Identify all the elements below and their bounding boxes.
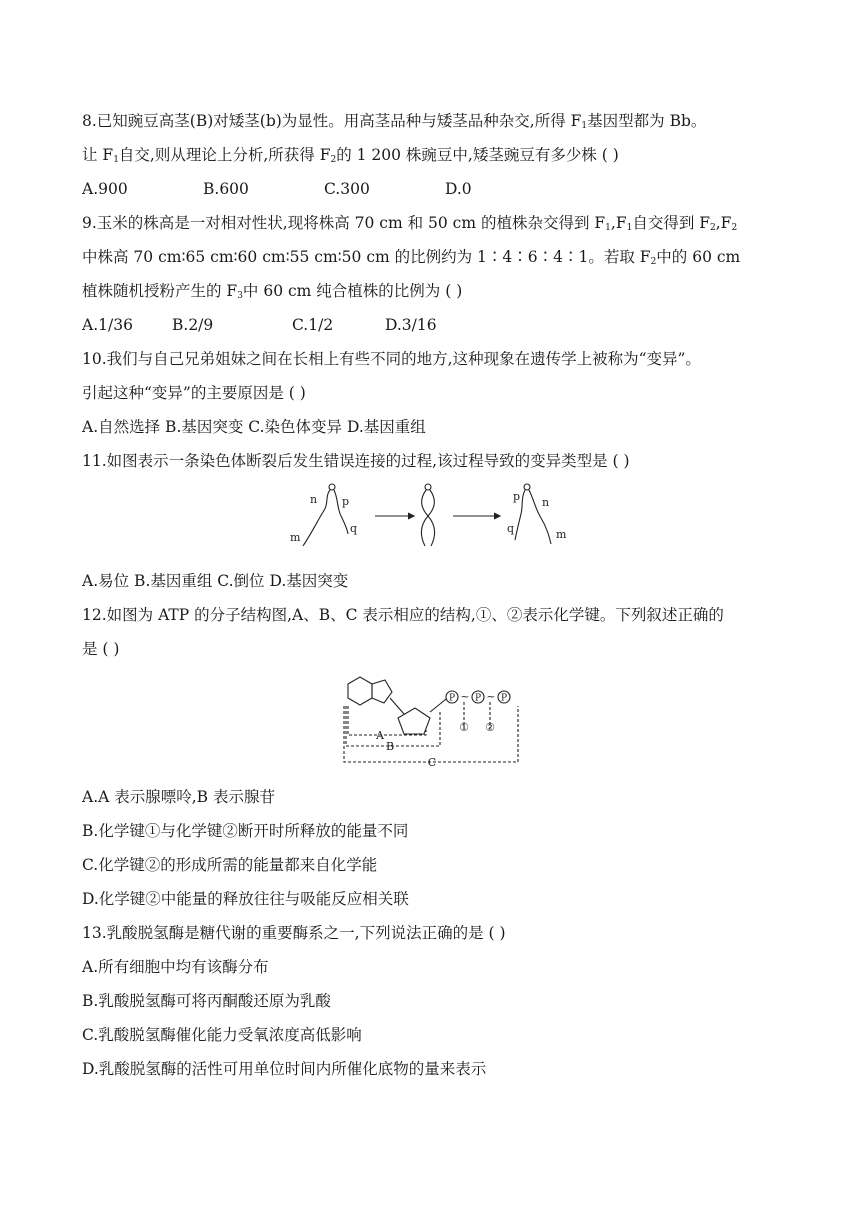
bond-label-2: ②: [485, 721, 495, 734]
centromere-3: [524, 484, 530, 490]
bond-label-1: ①: [459, 721, 469, 734]
q8-option-d: D.0: [445, 180, 472, 198]
high-energy-bond-2: ~: [486, 690, 496, 703]
q8-option-c: C.300: [324, 180, 370, 198]
label-b: B: [385, 740, 395, 753]
label-p: p: [342, 495, 350, 508]
q13-stem-line1: 13.乳酸脱氢酶是糖代谢的重要酶系之一,下列说法正确的是 ( ): [82, 924, 506, 942]
q11-options: A.易位 B.基因重组 C.倒位 D.基因突变: [82, 572, 349, 590]
q10-options: A.自然选择 B.基因突变 C.染色体变异 D.基因重组: [82, 418, 426, 436]
q9-option-d: D.3/16: [385, 316, 437, 334]
adenine-hexagon: [348, 677, 372, 705]
atp-figure: [340, 672, 530, 772]
phosphate-label-2: P: [474, 693, 482, 704]
q9-option-a: A.1/36: [82, 316, 133, 334]
centromere-2: [425, 484, 431, 490]
q12-option-a: A.A 表示腺嘌呤,B 表示腺苷: [82, 788, 275, 806]
q13-option-d: D.乳酸脱氢酶的活性可用单位时间内所催化底物的量来表示: [82, 1060, 487, 1078]
label-q2: q: [507, 522, 515, 535]
high-energy-bond-1: ~: [460, 690, 470, 703]
q12-stem-line2: 是 ( ): [82, 640, 120, 658]
q12-option-c: C.化学键②的形成所需的能量都来自化学能: [82, 856, 378, 874]
label-c: C: [427, 756, 437, 769]
q8-stem-line2: 让 $F_1$自交,则从理论上分析,所获得 $F_2$的 1 200 株豌豆中,矮茎豌豆有多少株 ( ): [82, 146, 619, 165]
label-a: A: [376, 729, 384, 742]
label-q: q: [350, 522, 358, 535]
q13-option-a: A.所有细胞中均有该酶分布: [82, 958, 269, 976]
label-p2: p: [513, 490, 521, 503]
label-n2: n: [542, 496, 550, 509]
q10-stem-line2: 引起这种“变异”的主要原因是 ( ): [82, 384, 306, 402]
q8-option-b: B.600: [203, 180, 249, 198]
q9-option-b: B.2/9: [172, 316, 214, 334]
q9-stem-line2: 中株高 70 cm∶65 cm∶60 cm∶55 cm∶50 cm 的比例约为 1∶4∶6∶4∶1。若取 $F_2$中的 60 cm: [82, 248, 741, 267]
q13-option-b: B.乳酸脱氢酶可将丙酮酸还原为乳酸: [82, 992, 331, 1010]
chromosome-figure: [285, 478, 585, 554]
q9-stem-line3: 植株随机授粉产生的 $F_3$中 60 cm 纯合植株的比例为 ( ): [82, 282, 463, 301]
q10-stem-line1: 10.我们与自己兄弟姐妹之间在长相上有些不同的地方,这种现象在遗传学上被称为“变异”。: [82, 350, 701, 368]
phosphate-label-1: P: [448, 693, 456, 704]
q8-stem-line1: 8.已知豌豆高茎(B)对矮茎(b)为显性。用高茎品种与矮茎品种杂交,所得 $F_1$基因型都为 Bb。: [82, 112, 707, 131]
bracket-a: [348, 706, 426, 735]
q9-stem-line1: 9.玉米的株高是一对相对性状,现将株高 70 cm 和 50 cm 的植株杂交得到 $F_1,F_1$自交得到 $F_2,F_2$: [82, 214, 738, 233]
q9-option-c: C.1/2: [292, 316, 334, 334]
adenine-pentagon: [372, 680, 392, 703]
q12-option-d: D.化学键②中能量的释放往往与吸能反应相关联: [82, 890, 409, 908]
q13-option-c: C.乳酸脱氢酶催化能力受氧浓度高低影响: [82, 1026, 362, 1044]
chromosome-diagram: [285, 478, 585, 554]
atp-diagram: [340, 672, 530, 772]
q8-option-a: A.900: [82, 180, 128, 198]
label-m2: m: [556, 528, 567, 541]
centromere-1: [329, 484, 335, 490]
label-n: n: [310, 493, 318, 506]
phosphate-label-3: P: [500, 693, 508, 704]
q12-option-b: B.化学键①与化学键②断开时所释放的能量不同: [82, 822, 409, 840]
bracket-c: [344, 706, 518, 762]
q12-stem-line1: 12.如图为 ATP 的分子结构图,A、B、C 表示相应的结构,①、②表示化学键。下列叙述正确的: [82, 606, 724, 624]
q11-stem-line1: 11.如图表示一条染色体断裂后发生错误连接的过程,该过程导致的变异类型是 ( ): [82, 452, 630, 470]
label-m: m: [290, 531, 301, 544]
